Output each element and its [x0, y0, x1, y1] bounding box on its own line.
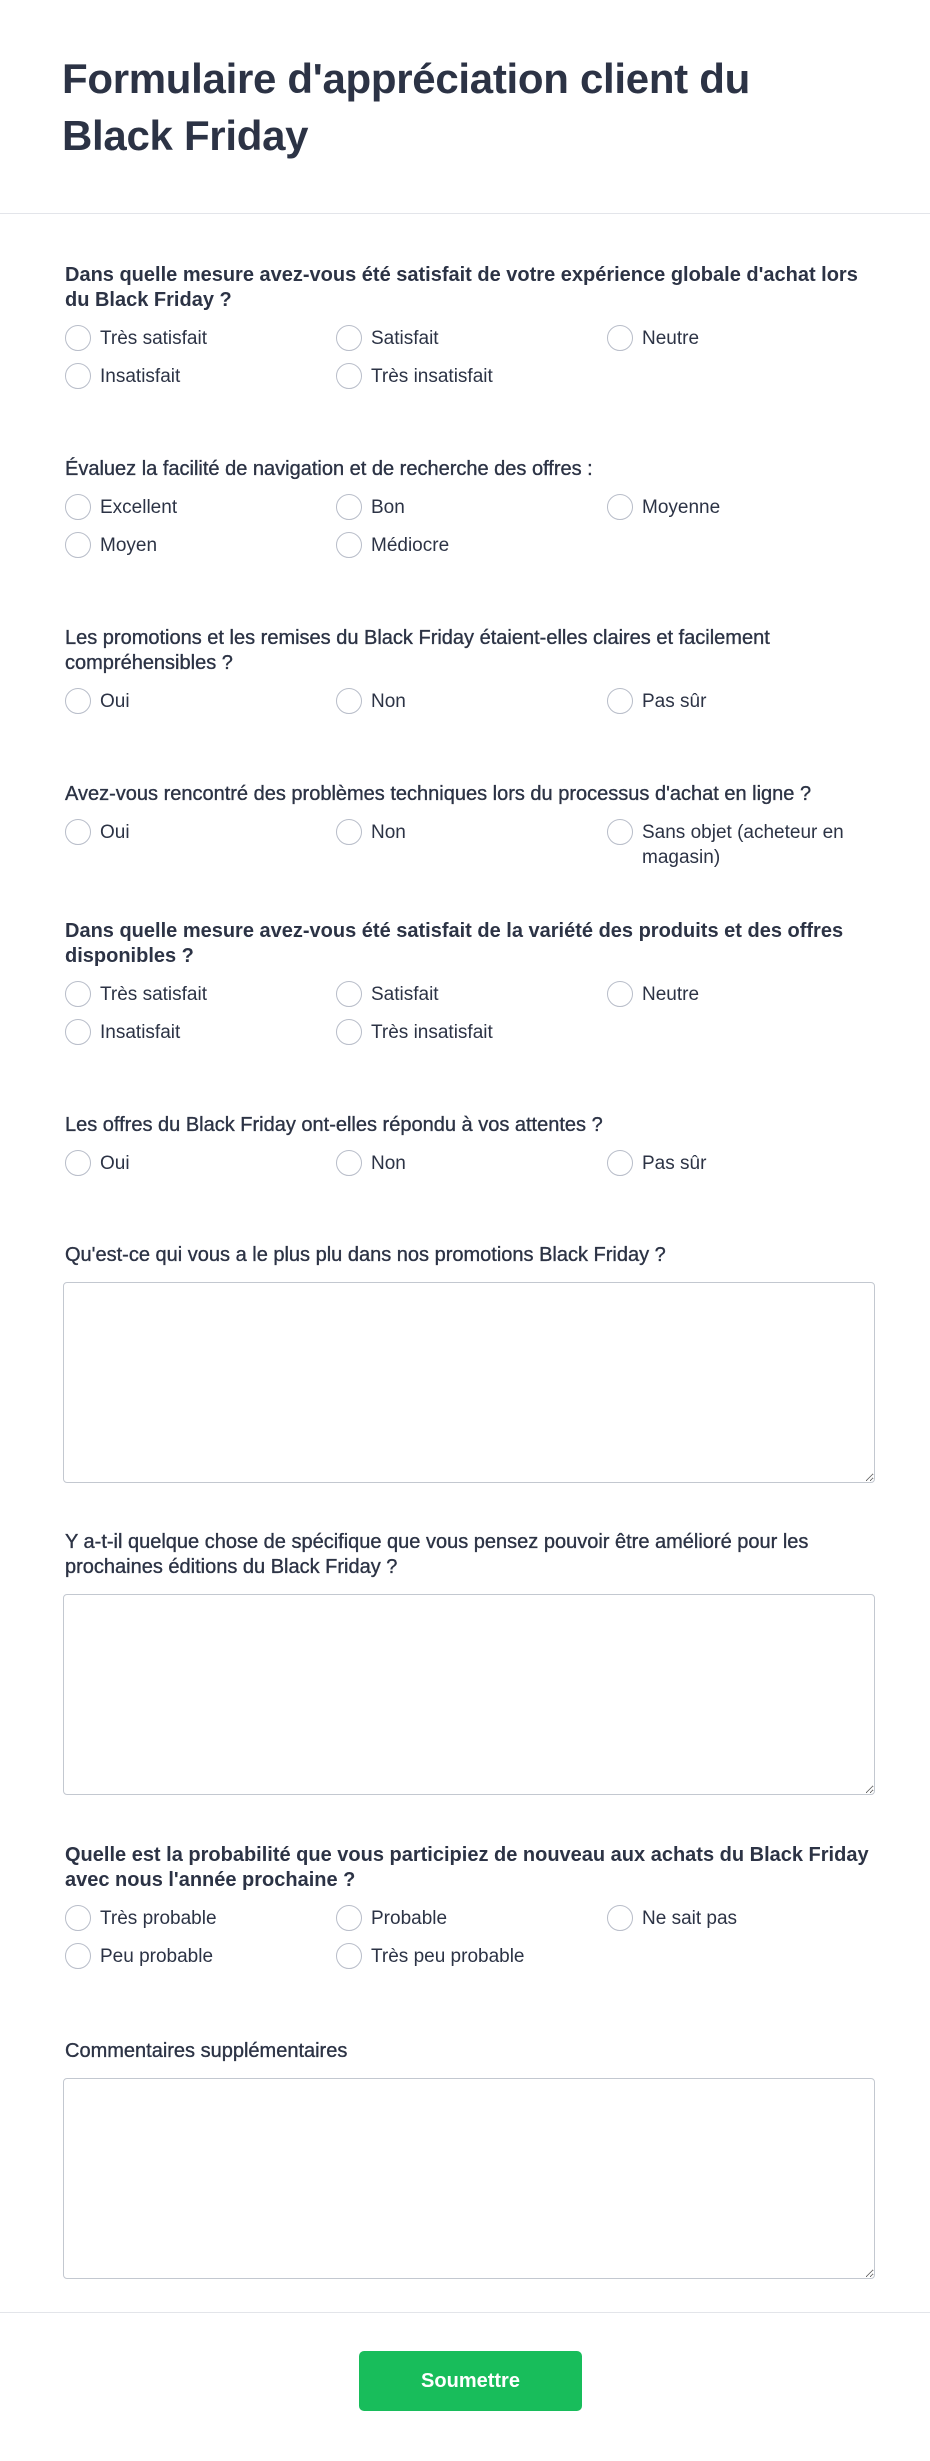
additional-comments-textarea[interactable]	[63, 2078, 875, 2279]
option-label: Insatisfait	[100, 366, 181, 387]
option-label: Satisfait	[371, 984, 439, 1005]
radio-circle-icon[interactable]	[65, 532, 91, 558]
radio-option[interactable]	[607, 982, 875, 1007]
radio-circle-icon[interactable]	[336, 1905, 362, 1931]
radio-option[interactable]	[336, 326, 607, 351]
radio-option[interactable]	[65, 495, 336, 520]
question-product-variety	[65, 919, 875, 1045]
option-label: Non	[371, 691, 406, 712]
radio-circle-icon[interactable]	[336, 532, 362, 558]
radio-option[interactable]	[336, 1944, 607, 1969]
radio-option[interactable]	[336, 1020, 607, 1045]
question-label: Les promotions et les remises du Black Friday étaient-elles claires et facilement compréhensibles ?	[65, 627, 770, 674]
radio-option[interactable]	[336, 982, 607, 1007]
radio-group	[65, 689, 875, 714]
form-title: Formulaire d'appréciation client du Black Friday	[62, 55, 750, 159]
radio-option[interactable]	[65, 1906, 336, 1931]
radio-option[interactable]	[336, 1906, 607, 1931]
question-improvements	[63, 1530, 873, 1795]
radio-option[interactable]	[607, 820, 875, 870]
option-label: Probable	[371, 1908, 448, 1929]
radio-circle-icon[interactable]	[336, 819, 362, 845]
radio-circle-icon[interactable]	[336, 688, 362, 714]
form-header	[0, 0, 930, 214]
radio-circle-icon[interactable]	[336, 363, 362, 389]
option-label: Oui	[100, 1153, 130, 1174]
form-footer	[0, 2312, 930, 2461]
submit-button[interactable]: Soumettre	[359, 2351, 582, 2411]
radio-option[interactable]	[336, 533, 607, 558]
option-label: Non	[371, 822, 406, 843]
option-label: Moyen	[100, 535, 158, 556]
radio-circle-icon[interactable]	[607, 981, 633, 1007]
radio-circle-icon[interactable]	[336, 1150, 362, 1176]
option-label: Médiocre	[371, 535, 450, 556]
radio-circle-icon[interactable]	[607, 688, 633, 714]
option-label: Peu probable	[100, 1946, 214, 1967]
radio-circle-icon[interactable]	[607, 1905, 633, 1931]
option-label: Non	[371, 1153, 406, 1174]
radio-circle-icon[interactable]	[65, 494, 91, 520]
question-label: Dans quelle mesure avez-vous été satisfait de votre expérience globale d'achat lors du Black Friday ?	[65, 264, 858, 311]
question-technical-problems	[65, 782, 875, 870]
radio-group	[65, 982, 875, 1045]
option-label: Oui	[100, 691, 130, 712]
radio-circle-icon[interactable]	[65, 363, 91, 389]
question-label: Les offres du Black Friday ont-elles répondu à vos attentes ?	[65, 1114, 603, 1136]
question-promotions-clarity	[65, 626, 875, 714]
radio-option[interactable]	[336, 689, 607, 714]
option-label: Neutre	[642, 328, 700, 349]
radio-option[interactable]	[607, 1151, 875, 1176]
option-label: Très insatisfait	[371, 1022, 493, 1043]
radio-option[interactable]	[607, 326, 875, 351]
option-label: Moyenne	[642, 497, 721, 518]
option-label: Ne sait pas	[642, 1908, 738, 1929]
radio-option[interactable]	[65, 364, 336, 389]
radio-option[interactable]	[65, 982, 336, 1007]
radio-option[interactable]	[65, 533, 336, 558]
option-label: Pas sûr	[642, 691, 707, 712]
radio-option[interactable]	[65, 1944, 336, 1969]
option-label: Sans objet (acheteur en magasin)	[642, 822, 844, 868]
question-label: Avez-vous rencontré des problèmes techniques lors du processus d'achat en ligne ?	[65, 783, 812, 805]
question-label: Évaluez la facilité de navigation et de recherche des offres :	[65, 458, 593, 480]
question-label: Y a-t-il quelque chose de spécifique que vous pensez pouvoir être amélioré pour les prochaines éditions du Black Friday ?	[65, 1531, 809, 1578]
question-expectations-met	[65, 1113, 875, 1176]
radio-group	[65, 326, 875, 389]
radio-option[interactable]	[65, 1020, 336, 1045]
radio-circle-icon[interactable]	[65, 1905, 91, 1931]
radio-option[interactable]	[336, 495, 607, 520]
question-label: Dans quelle mesure avez-vous été satisfait de la variété des produits et des offres disponibles ?	[65, 920, 844, 967]
option-label: Pas sûr	[642, 1153, 707, 1174]
option-label: Très peu probable	[371, 1946, 525, 1967]
option-label: Très insatisfait	[371, 366, 493, 387]
radio-option[interactable]	[65, 1151, 336, 1176]
option-label: Bon	[371, 497, 405, 518]
radio-circle-icon[interactable]	[336, 1943, 362, 1969]
option-label: Très probable	[100, 1908, 217, 1929]
radio-circle-icon[interactable]	[65, 981, 91, 1007]
radio-circle-icon[interactable]	[65, 325, 91, 351]
radio-group	[65, 1906, 875, 1969]
radio-circle-icon[interactable]	[607, 819, 633, 845]
option-label: Oui	[100, 822, 130, 843]
radio-option[interactable]	[336, 820, 607, 870]
radio-circle-icon[interactable]	[65, 688, 91, 714]
question-overall-satisfaction	[65, 263, 875, 389]
radio-circle-icon[interactable]	[607, 325, 633, 351]
radio-circle-icon[interactable]	[336, 1019, 362, 1045]
improvements-textarea[interactable]	[63, 1594, 875, 1795]
radio-option[interactable]	[607, 689, 875, 714]
question-navigation-ease	[65, 457, 875, 558]
radio-circle-icon[interactable]	[336, 494, 362, 520]
radio-option[interactable]	[607, 1906, 875, 1931]
radio-option[interactable]	[336, 364, 607, 389]
radio-circle-icon[interactable]	[65, 1019, 91, 1045]
radio-option[interactable]	[607, 495, 875, 520]
radio-circle-icon[interactable]	[607, 494, 633, 520]
option-label: Très satisfait	[100, 984, 207, 1005]
radio-circle-icon[interactable]	[336, 981, 362, 1007]
question-return-likelihood	[65, 1843, 875, 1969]
radio-circle-icon[interactable]	[336, 325, 362, 351]
option-label: Satisfait	[371, 328, 439, 349]
question-label: Quelle est la probabilité que vous participiez de nouveau aux achats du Black Friday avec nous l'année prochaine ?	[65, 1844, 869, 1891]
radio-circle-icon[interactable]	[607, 1150, 633, 1176]
radio-option[interactable]	[65, 820, 336, 870]
radio-circle-icon[interactable]	[65, 1150, 91, 1176]
radio-circle-icon[interactable]	[65, 819, 91, 845]
question-label: Commentaires supplémentaires	[65, 2040, 348, 2062]
radio-option[interactable]	[65, 689, 336, 714]
radio-group	[65, 495, 875, 558]
radio-group	[65, 820, 875, 870]
option-label: Neutre	[642, 984, 700, 1005]
liked-most-textarea[interactable]	[63, 1282, 875, 1483]
radio-group	[65, 1151, 875, 1176]
question-label: Qu'est-ce qui vous a le plus plu dans nos promotions Black Friday ?	[65, 1244, 666, 1266]
question-additional-comments	[63, 2039, 873, 2279]
option-label: Très satisfait	[100, 328, 207, 349]
radio-option[interactable]	[336, 1151, 607, 1176]
question-liked-most	[63, 1243, 873, 1483]
option-label: Insatisfait	[100, 1022, 181, 1043]
radio-circle-icon[interactable]	[65, 1943, 91, 1969]
radio-option[interactable]	[65, 326, 336, 351]
option-label: Excellent	[100, 497, 178, 518]
